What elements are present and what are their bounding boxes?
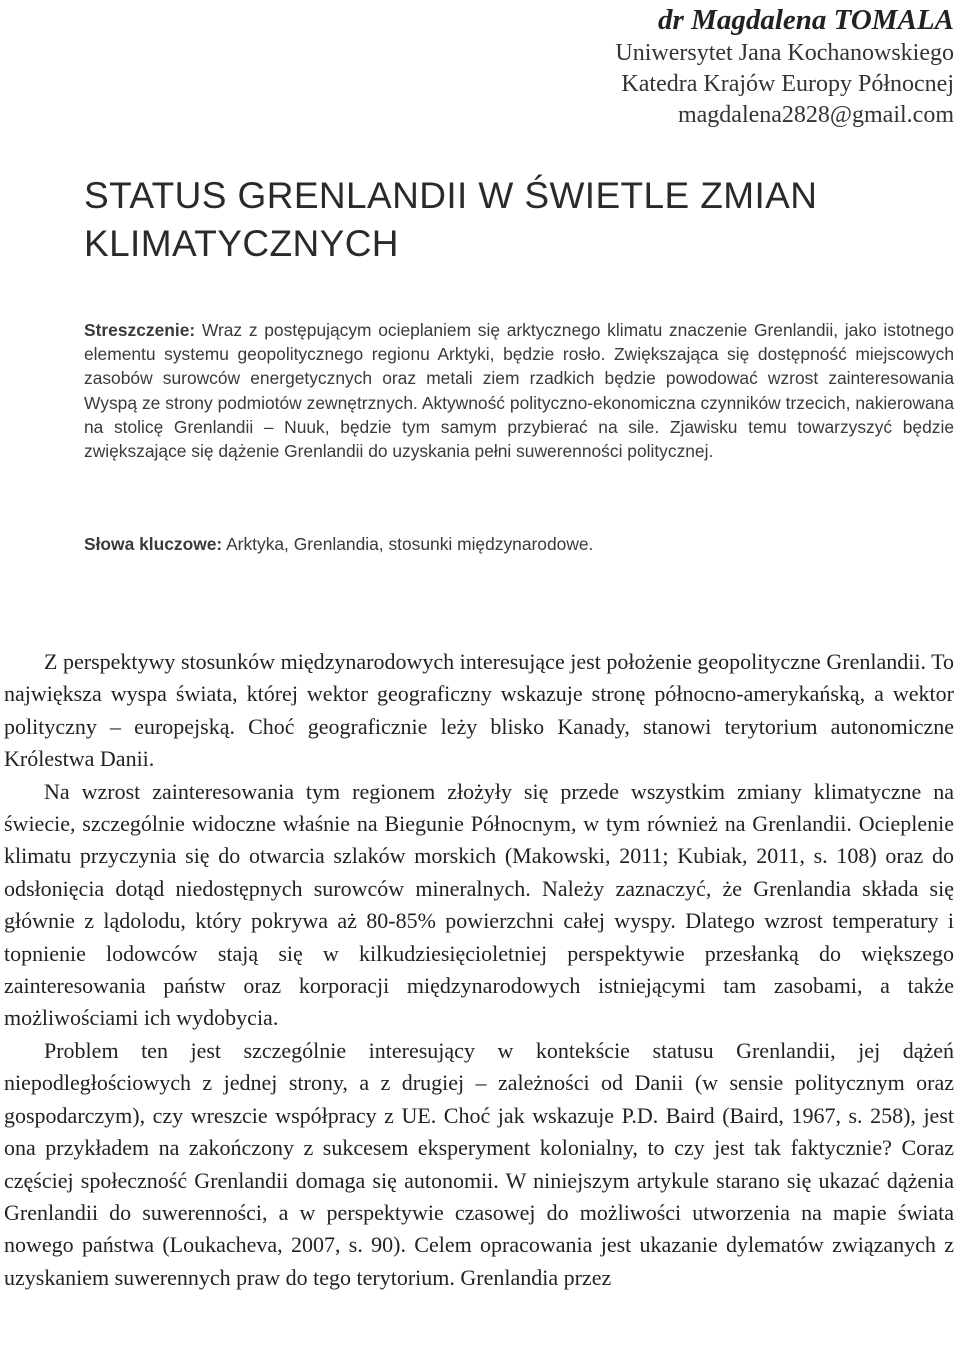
- body-paragraph-2: Na wzrost zainteresowania tym regionem złożyły się przede wszystkim zmiany klimatyczne na świecie, szczególnie widoczne właśnie na Biegunie Północnym, w tym również na Grenlandii. Ocieplenie klimatu przyczynia się do otwarcia szlaków morskich (Makowski, 2011; Kubiak, 2011, s. 108) oraz do odsłonięcia dotąd niedostępnych surowców mineralnych. Należy zaznaczyć, że Grenlandia składa się głównie z lądolodu, który pokrywa aż 80-85% powierzchni całej wyspy. Dlatego wzrost temperatury i topnienie lodowców stają się w kilkudziesięcioletniej perspektywie przesłanką do większego zainteresowania państw oraz korporacji międzynarodowych istniejącymi tam zasobami, a także możliwościami ich wydobycia.: [4, 778, 954, 1031]
- body-paragraph-3: Problem ten jest szczególnie interesujący w kontekście statusu Grenlandii, jej dążeń niepodległościowych z jednej strony, a z drugiej – zależności od Danii (w sensie politycznym oraz gospodarczym), czy wreszcie współpracy z UE. Choć jak wskazuje P.D. Baird (Baird, 1967, s. 258), jest ona przykładem na zakończony z sukcesem eksperyment kolonialny, to czy jest tak faktycznie? Coraz częściej społeczność Grenlandii domaga się autonomii. W niniejszym artykule starano się ukazać dążenia Grenlandii do suwerenności, a w perspektywie czasowej do możliwości utworzenia na mapie świata nowego państwa (Loukacheva, 2007, s. 90). Celem opracowania jest ukazanie dylematów związanych z uzyskaniem suwerennych praw do tego terytorium. Grenlandia przez: [4, 1037, 954, 1290]
- keywords: [84, 532, 954, 556]
- keywords-text: Arktyka, Grenlandia, stosunki międzynarodowe.: [222, 534, 594, 554]
- article-body: [4, 646, 954, 1294]
- abstract-label: Streszczenie:: [84, 320, 196, 340]
- body-paragraph-1: Z perspektywy stosunków międzynarodowych interesujące jest położenie geopolityczne Grenlandii. To największa wyspa świata, której wektor geograficzny wskazuje stronę północno-amerykańską, a wektor polityczny – europejską. Choć geograficznie leży blisko Kanady, stanowi terytorium autonomiczne Królestwa Danii.: [4, 649, 954, 772]
- author-block: [615, 2, 954, 131]
- abstract: [84, 318, 954, 463]
- article-title: STATUS GRENLANDII W ŚWIETLE ZMIAN KLIMATYCZNYCH: [84, 175, 818, 264]
- author-name: dr Magdalena TOMALA: [658, 4, 954, 36]
- keywords-label: Słowa kluczowe:: [84, 534, 223, 554]
- author-university: Uniwersytet Jana Kochanowskiego: [615, 40, 954, 66]
- abstract-text: Wraz z postępującym ocieplaniem się arktycznego klimatu znaczenie Grenlandii, jako istotnego elementu systemu geopolitycznego regionu Arktyki, będzie rosło. Zwiększająca się dostępność miejscowych zasobów surowców energetycznych oraz metali ziem rzadkich będzie powodować wzrost zainteresowania Wyspą ze strony podmiotów zewnętrznych. Aktywność polityczno-ekonomiczna czynników trzecich, nakierowana na stolicę Grenlandii – Nuuk, będzie tym samym przybierać na sile. Zjawisku temu towarzyszyć będzie zwiększające się dążenie Grenlandii do uzyskania pełni suwerenności politycznej.: [84, 320, 954, 462]
- author-department: Katedra Krajów Europy Północnej: [621, 71, 954, 97]
- author-email: magdalena2828@gmail.com: [677, 102, 954, 128]
